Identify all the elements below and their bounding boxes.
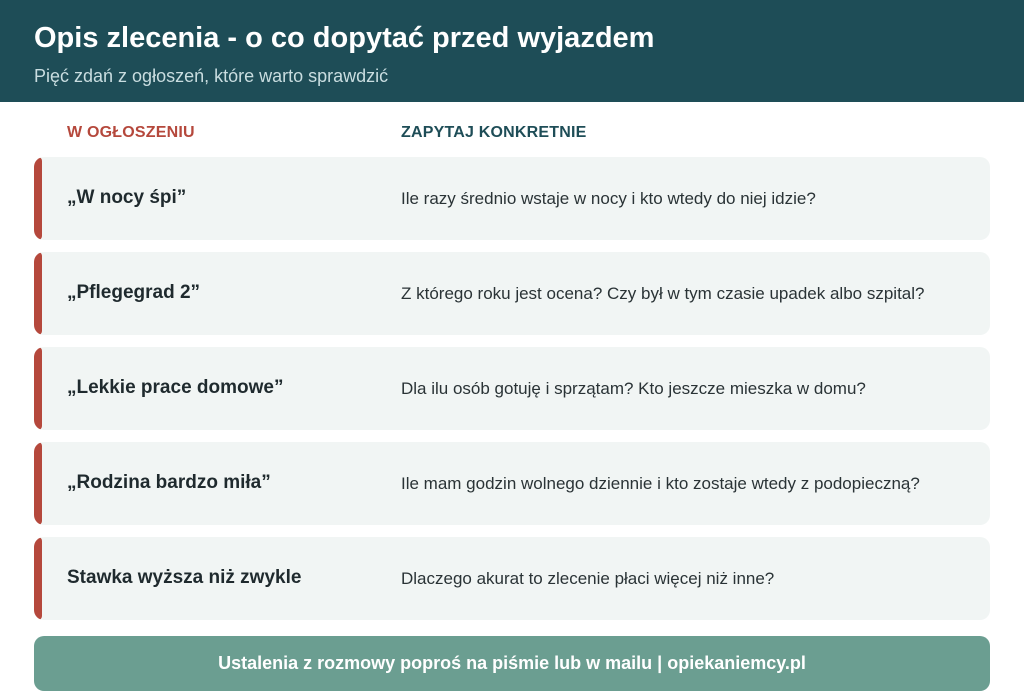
ad-claim: „Lekkie prace domowe”: [67, 377, 284, 398]
column-header-ask: ZAPYTAJ KONKRETNIE: [401, 124, 587, 141]
ad-claim: „Rodzina bardzo miła”: [67, 472, 271, 493]
list-item: [34, 347, 990, 430]
column-header-ad: W OGŁOSZENIU: [67, 124, 195, 141]
ask-question: Dla ilu osób gotuję i sprzątam? Kto jeszcze mieszka w domu?: [401, 379, 866, 398]
ad-claim: „W nocy śpi”: [67, 187, 187, 208]
footer-banner: [34, 636, 990, 691]
page-title: Opis zlecenia - o co dopytać przed wyjazdem: [34, 22, 655, 54]
accent-bar: [34, 537, 42, 620]
accent-bar: [34, 157, 42, 240]
header: [0, 0, 1024, 102]
list-item: [34, 252, 990, 335]
footer-text: Ustalenia z rozmowy poproś na piśmie lub w mailu | opiekaniemcy.pl: [218, 653, 806, 673]
page-subtitle: Pięć zdań z ogłoszeń, które warto sprawdzić: [34, 66, 389, 86]
ask-question: Ile razy średnio wstaje w nocy i kto wtedy do niej idzie?: [401, 189, 816, 208]
accent-bar: [34, 347, 42, 430]
list-item: [34, 537, 990, 620]
ask-question: Z którego roku jest ocena? Czy był w tym czasie upadek albo szpital?: [401, 284, 925, 303]
list-item: [34, 157, 990, 240]
ad-claim: Stawka wyższa niż zwykle: [67, 567, 302, 588]
accent-bar: [34, 252, 42, 335]
comparison-list: [34, 157, 990, 632]
list-item: [34, 442, 990, 525]
ask-question: Ile mam godzin wolnego dziennie i kto zostaje wtedy z podopieczną?: [401, 474, 920, 493]
ad-claim: „Pflegegrad 2”: [67, 282, 201, 303]
ask-question: Dlaczego akurat to zlecenie płaci więcej niż inne?: [401, 569, 775, 588]
accent-bar: [34, 442, 42, 525]
